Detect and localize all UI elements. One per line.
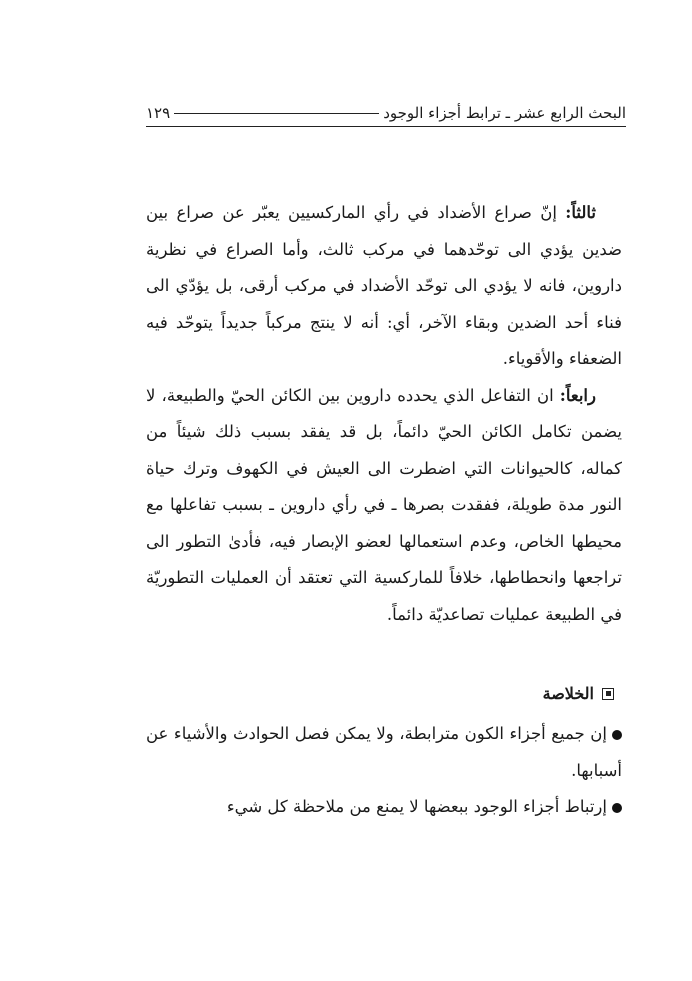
header-rule (174, 113, 379, 114)
paragraph-third (146, 195, 622, 378)
header-title: البحث الرابع عشر ـ ترابط أجزاء الوجود (383, 104, 626, 122)
bullet-dot-icon (612, 730, 622, 740)
list-item-text: إرتباط أجزاء الوجود ببعضها لا يمنع من ملاحظة كل شيء (226, 797, 607, 816)
list-item-text: إن جميع أجزاء الكون مترابطة، ولا يمكن فصل الحوادث والأشياء عن أسبابها. (146, 724, 622, 780)
paragraph-lead: ثالثاً: (565, 203, 596, 222)
page-number: ١٢٩ (146, 104, 171, 122)
main-text (146, 195, 622, 633)
paragraph-body: ان التفاعل الذي يحدده داروين بين الكائن الحيّ والطبيعة، لا يضمن تكامل الكائن الحيّ دائماً، بل قد يفقد بسبب ذلك شيئاً من كماله، كالحيوانات التي اضطرت الى العيش في الكهوف وترك حياة النور مدة طويلة، ففقدت بصرها ـ في رأي داروين ـ بسبب تفاعلها مع محيطها الخاص، وعدم استعمالها لعضو الإبصار فيه، فأدىٰ التطور الى تراجعها وانحطاطها، خلافاً للماركسية التي تعتقد أن العمليات التطوريّة في الطبيعة عمليات تصاعديّة دائماً. (146, 385, 622, 624)
paragraph-fourth (146, 378, 622, 634)
list-item (146, 716, 622, 789)
running-header (146, 100, 626, 127)
bullet-dot-icon (612, 803, 622, 813)
paragraph-body: إنّ صراع الأضداد في رأي الماركسيين يعبّر عن صراع بين ضدين يؤدي الى توحّدهما في مركب ثالث، وأما الصراع في نظرية داروين، فانه لا يؤدي الى توحّد الأضداد في مركب أرقى، بل يؤدّي الى فناء أحد الضدين وبقاء الآخر، أي: أنه لا ينتج مركباً جديداً يتوحّد فيه الضعفاء والأقوياء. (146, 203, 622, 368)
summary-heading (543, 684, 614, 703)
summary-list (146, 716, 622, 826)
square-bullet-icon (602, 688, 614, 700)
paragraph-lead: رابعاً: (559, 385, 596, 405)
list-item (146, 789, 622, 826)
summary-title: الخلاصة (542, 684, 594, 703)
